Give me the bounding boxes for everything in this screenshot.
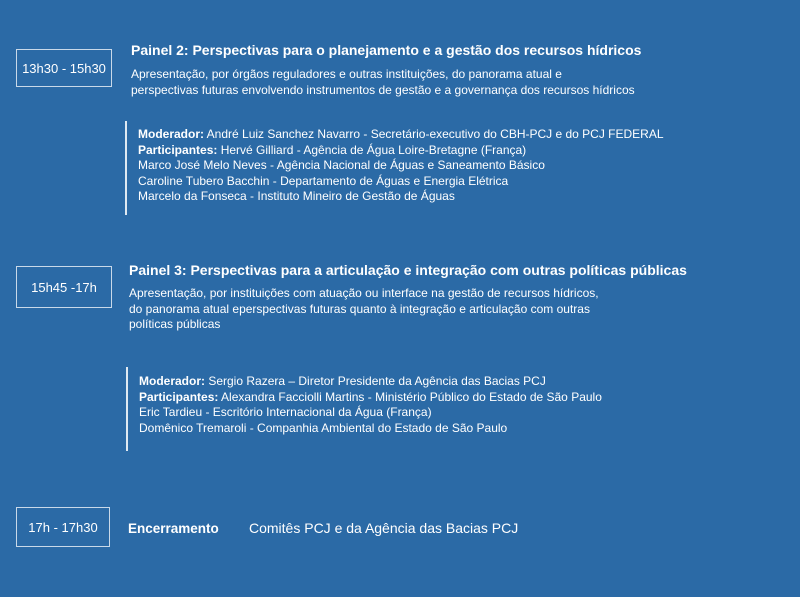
panel2-time: 13h30 - 15h30 bbox=[22, 60, 106, 76]
participant-name: Marco José Melo Neves - Agência Nacional de Águas e Saneamento Básico bbox=[138, 158, 545, 172]
participant-name: Alexandra Facciolli Martins - Ministério Público do Estado de São Paulo bbox=[218, 389, 602, 404]
moderator-name: Sergio Razera – Diretor Presidente da Agência das Bacias PCJ bbox=[205, 374, 546, 388]
panel2-time-box bbox=[16, 49, 112, 87]
panel3-time-box bbox=[16, 266, 112, 308]
moderator-name: André Luiz Sanchez Navarro - Secretário-executivo do CBH-PCJ e do PCJ FEDERAL bbox=[204, 127, 664, 141]
panel2-participants-line bbox=[138, 143, 765, 159]
panel2-speakers bbox=[125, 121, 765, 215]
panel2-moderator-line bbox=[138, 127, 765, 143]
closing-time-box bbox=[16, 507, 110, 547]
participant-name: Domênico Tremaroli - Companhia Ambiental do Estado de São Paulo bbox=[139, 420, 508, 435]
panel3-participants-line bbox=[139, 390, 766, 406]
moderator-label: Moderador: bbox=[139, 374, 205, 388]
panel2-title: Painel 2: Perspectivas para o planejamento e a gestão dos recursos hídricos bbox=[131, 42, 642, 58]
panel3-description bbox=[129, 286, 769, 333]
participant-name: Marcelo da Fonseca - Instituto Mineiro de Gestão de Águas bbox=[138, 189, 455, 203]
participants-label: Participantes: bbox=[139, 389, 219, 404]
closing-time: 17h - 17h30 bbox=[28, 519, 98, 535]
participant-name: Eric Tardieu - Escritório Internacional da Água (França) bbox=[139, 405, 432, 419]
panel3-description-line: políticas públicas bbox=[129, 317, 221, 331]
participants-label: Participantes: bbox=[138, 142, 218, 157]
panel3-moderator-line bbox=[139, 374, 766, 390]
panel3-description-line: Apresentação, por instituições com atuação ou interface na gestão de recursos hídricos, bbox=[129, 286, 599, 300]
panel3-description-line: do panorama atual eperspectivas futuras quanto à integração e articulação com outras bbox=[129, 301, 590, 316]
panel2-description-line: perspectivas futuras envolvendo instrumentos de gestão e a governança dos recursos hídricos bbox=[131, 82, 635, 97]
panel3-title: Painel 3: Perspectivas para a articulação e integração com outras políticas públicas bbox=[129, 262, 687, 278]
participant-name: Caroline Tubero Bacchin - Departamento de Águas e Energia Elétrica bbox=[138, 173, 509, 188]
panel3-time: 15h45 -17h bbox=[31, 279, 97, 295]
closing-title: Encerramento bbox=[128, 521, 219, 536]
panel2-description-line: Apresentação, por órgãos reguladores e outras instituições, do panorama atual e bbox=[131, 67, 562, 81]
moderator-label: Moderador: bbox=[138, 127, 204, 141]
closing-text: Comitês PCJ e da Agência das Bacias PCJ bbox=[249, 520, 519, 536]
participant-name: Hervé Gilliard - Agência de Água Loire-Bretagne (França) bbox=[217, 142, 527, 157]
panel3-speakers bbox=[126, 367, 766, 451]
panel2-description bbox=[131, 67, 771, 98]
